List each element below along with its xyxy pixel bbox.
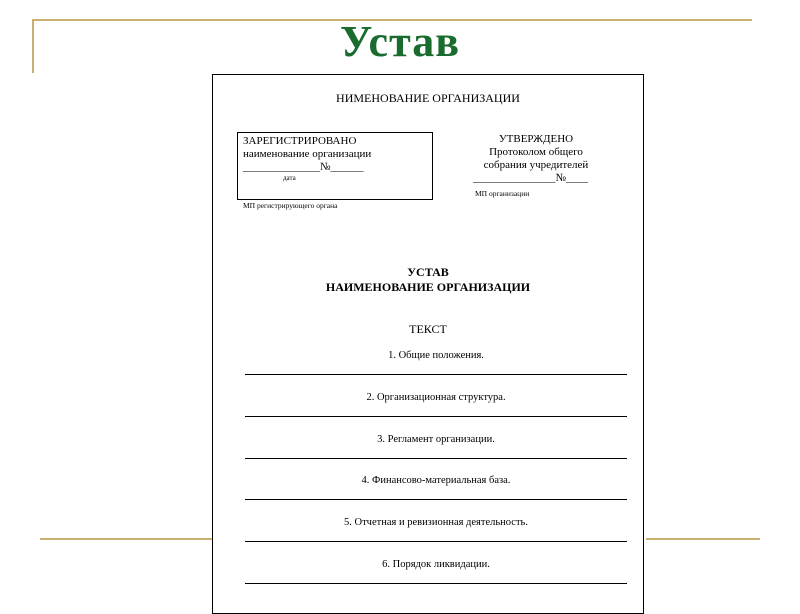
section-fill-line: [245, 499, 627, 500]
section-fill-line: [245, 541, 627, 542]
section-item: [245, 434, 627, 445]
registered-org-line: наименование организации: [243, 148, 372, 160]
document-title-line-2: НАИМЕНОВАНИЕ ОРГАНИЗАЦИИ: [325, 280, 531, 294]
section-title: 1. Общие положения.: [388, 350, 484, 361]
registration-box: [237, 132, 433, 200]
section-item: [245, 350, 627, 361]
document-title: [213, 265, 643, 295]
registered-number-line: ______________№______: [243, 161, 364, 173]
slide-title: Устав: [340, 17, 460, 66]
approved-line-2: собрания учредителей: [483, 159, 589, 171]
section-fill-line: [245, 374, 627, 375]
approved-number-line: _______________№____: [473, 172, 588, 184]
document-title-line-1: УСТАВ: [407, 265, 449, 279]
section-title: 3. Регламент организации.: [377, 434, 495, 445]
section-fill-line: [245, 458, 627, 459]
section-title: 6. Порядок ликвидации.: [382, 559, 490, 570]
section-title: 5. Отчетная и ревизионная деятельность.: [344, 517, 528, 528]
section-item: [245, 559, 627, 570]
text-label: ТЕКСТ: [409, 322, 447, 336]
section-item: [245, 517, 627, 528]
seal-registering-authority: МП регистрирующего органа: [243, 201, 338, 210]
seal-organization: МП организации: [475, 189, 530, 198]
section-item: [245, 475, 627, 486]
section-title: 4. Финансово-материальная база.: [361, 475, 511, 486]
organization-name: НИМЕНОВАНИЕ ОРГАНИЗАЦИИ: [336, 91, 520, 105]
approved-line-1: Протоколом общего: [489, 146, 583, 158]
approved-heading: УТВЕРЖДЕНО: [498, 133, 574, 145]
section-fill-line: [245, 416, 627, 417]
registered-heading: ЗАРЕГИСТРИРОВАНО: [243, 135, 357, 147]
slide-bottom-rule-left: [40, 538, 212, 540]
registered-date-label: дата: [283, 174, 296, 182]
section-item: [245, 392, 627, 403]
slide-bottom-rule-right: [646, 538, 760, 540]
charter-document: [212, 74, 644, 614]
section-fill-line: [245, 583, 627, 584]
section-title: 2. Организационная структура.: [366, 392, 506, 403]
approval-block: [471, 133, 601, 185]
